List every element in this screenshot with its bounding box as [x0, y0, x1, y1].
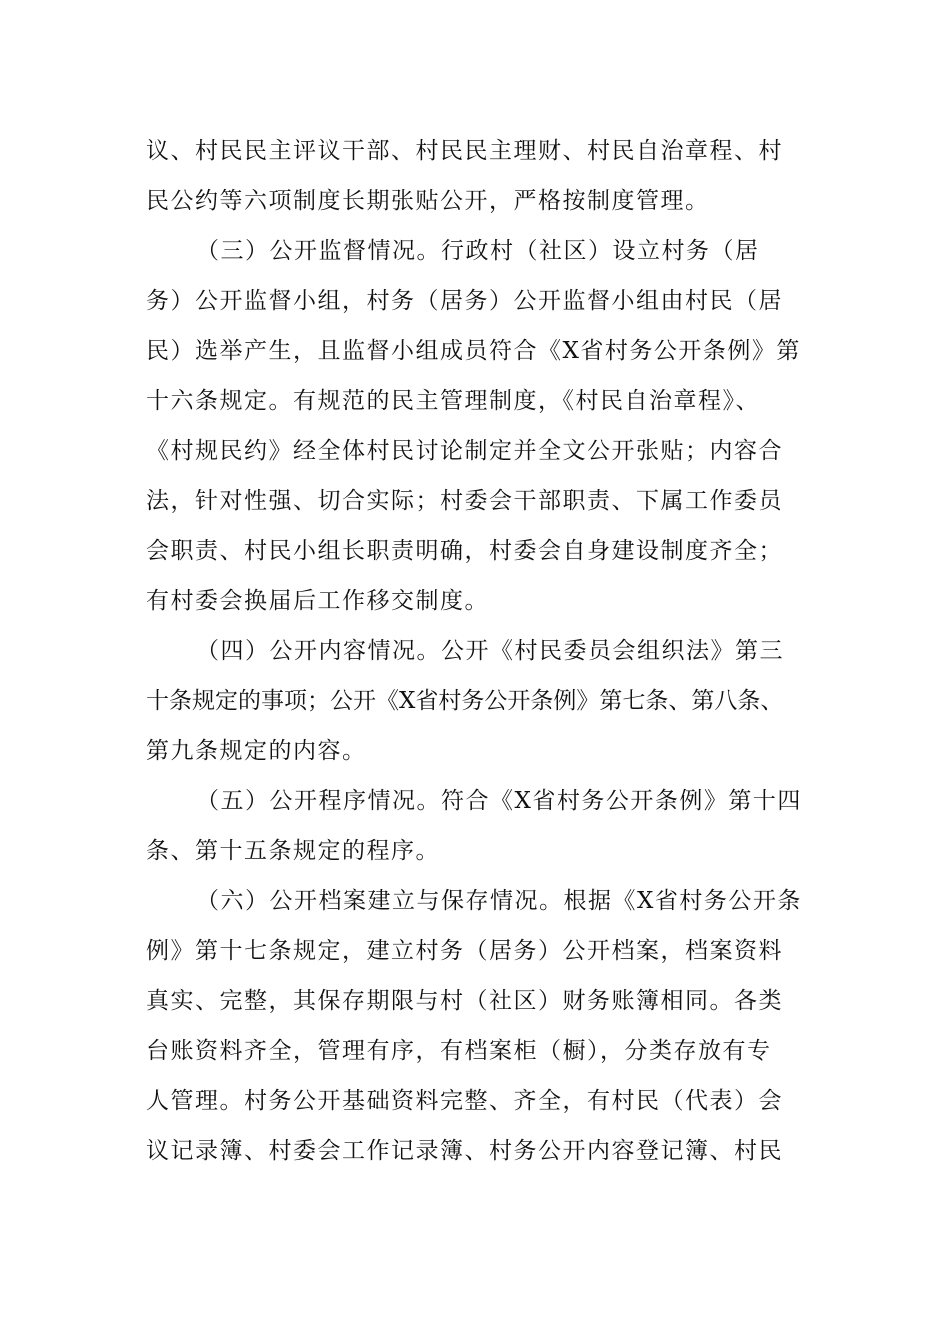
text-line: 务）公开监督小组，村务（居务）公开监督小组由村民（居 [146, 288, 783, 314]
text-line: 议、村民民主评议干部、村民民主理财、村民自治章程、村 [146, 138, 783, 164]
text-line: 人管理。村务公开基础资料完整、齐全，有村民（代表）会 [146, 1088, 783, 1114]
text-line: 民）选举产生，且监督小组成员符合《X省村务公开条例》第 [146, 338, 801, 364]
text-line: 议记录簿、村委会工作记录簿、村务公开内容登记簿、村民 [146, 1138, 783, 1164]
text-line: 有村委会换届后工作移交制度。 [146, 588, 489, 614]
text-line: 第九条规定的内容。 [146, 738, 367, 764]
text-line: 真实、完整，其保存期限与村（社区）财务账簿相同。各类 [146, 988, 783, 1014]
text-line: 法，针对性强、切合实际；村委会干部职责、下属工作委员 [146, 488, 783, 514]
text-line: 会职责、村民小组长职责明确，村委会自身建设制度齐全； [146, 538, 783, 564]
text-line: 民公约等六项制度长期张贴公开，严格按制度管理。 [146, 188, 710, 214]
text-line: （三）公开监督情况。行政村（社区）设立村务（居 [196, 238, 760, 264]
text-line: （五）公开程序情况。符合《X省村务公开条例》第十四 [196, 788, 802, 814]
text-line: 条、第十五条规定的程序。 [146, 838, 440, 864]
text-line: 十六条规定。有规范的民主管理制度，《村民自治章程》、 [146, 388, 760, 414]
text-line: 《村规民约》经全体村民讨论制定并全文公开张贴；内容合 [146, 438, 783, 464]
text-line: （四）公开内容情况。公开《村民委员会组织法》第三 [196, 638, 784, 664]
text-line: 十条规定的事项；公开《X省村务公开条例》第七条、第八条、 [146, 688, 784, 714]
text-line: 台账资料齐全，管理有序，有档案柜（橱），分类存放有专 [146, 1038, 772, 1064]
text-line: 例》第十七条规定，建立村务（居务）公开档案，档案资料 [146, 938, 783, 964]
text-line: （六）公开档案建立与保存情况。根据《X省村务公开条 [196, 888, 802, 914]
